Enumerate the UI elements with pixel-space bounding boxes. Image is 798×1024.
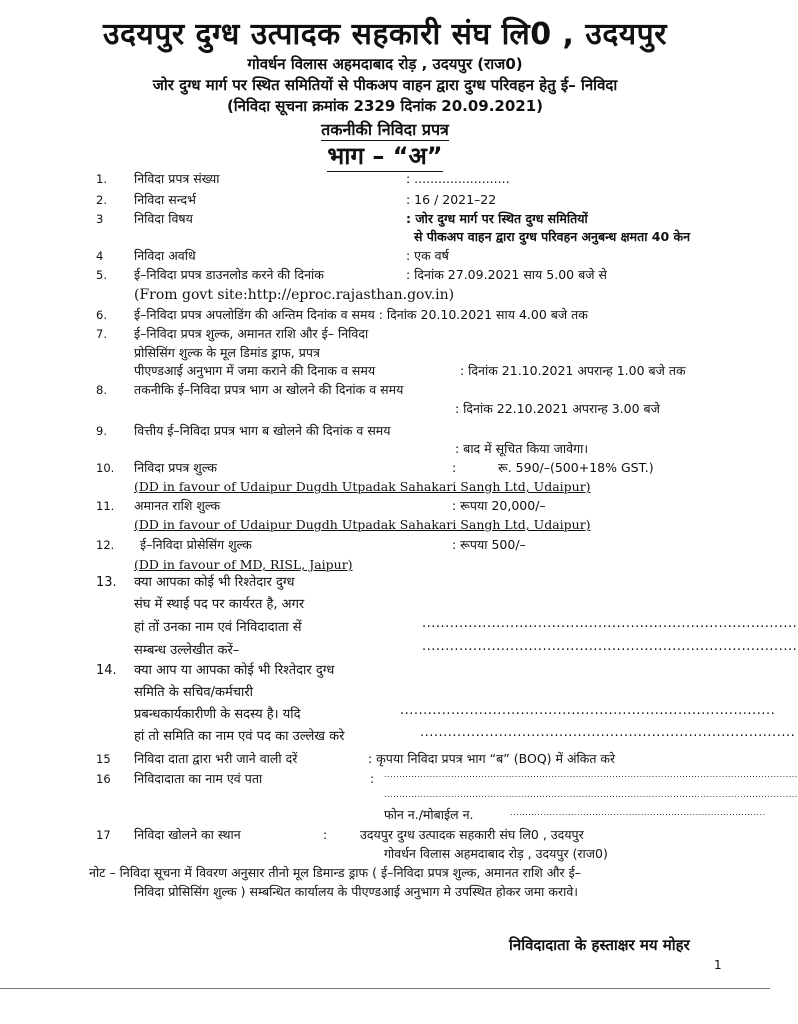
item-number: 17: [96, 828, 111, 842]
item-14-label-line-3: प्रबन्धकार्यकारीणी के सदस्य है। यदि: [134, 707, 301, 722]
item-16-answer-line-1[interactable]: ........................................................................................................................................: [384, 770, 798, 779]
document-title: उदयपुर दुग्ध उत्पादक सहकारी संघ लि0 , उदयपुर: [103, 17, 667, 52]
item-13-label-line-3: हां तों उनका नाम एवं निविदादाता सें: [134, 620, 302, 635]
item-label: निविदा सन्दर्भ: [134, 192, 196, 207]
item-label: निविदा प्रपत्र संख्या: [134, 171, 220, 186]
item-label: ई–निविदा प्रपत्र अपलोडिंग की अन्तिम दिनांक व समय : दिनांक 20.10.2021 साय 4.00 बजे तक: [134, 307, 588, 322]
item-value: : कृपया निविदा प्रपत्र भाग “ब” (BOQ) में अंकित करे: [368, 751, 616, 766]
item-17-value-address: गोवर्धन विलास अहमदाबाद रोड़ , उदयपुर (राज0): [384, 846, 608, 861]
item-13-label-line-2: संघ में स्थाई पद पर कार्यरत है, अगर: [134, 597, 305, 612]
item-12-dd-note: (DD in favour of MD, RISL, Jaipur): [134, 557, 353, 572]
item-5-website-note: (From govt site:http://eproc.rajasthan.gov.in): [134, 287, 455, 303]
item-label: निविदा खोलने का स्थान: [134, 827, 241, 842]
item-7-value: : दिनांक 21.10.2021 अपरान्ह 1.00 बजे तक: [460, 363, 686, 378]
item-label: अमानत राशि शुल्क: [134, 498, 221, 513]
item-label: क्या आपका कोई भी रिश्तेदार दुग्ध: [134, 575, 295, 590]
item-number: 1.: [96, 172, 107, 186]
page-bottom-divider: [0, 988, 770, 989]
item-value: : रूपया 500/–: [452, 537, 526, 552]
tender-notice-number: (निविदा सूचना क्रमांक 2329 दिनांक 20.09.2021): [226, 97, 544, 115]
item-14-answer-line-2[interactable]: .................................................................................: [420, 725, 796, 740]
signature-label: निविदादाता के हस्ताक्षर मय मोहर: [509, 936, 690, 954]
item-number: 4: [96, 249, 104, 263]
item-value: : ........................: [406, 171, 510, 186]
item-number: 10.: [96, 461, 115, 475]
item-number: 9.: [96, 424, 107, 438]
page-number: 1: [714, 958, 722, 972]
item-number: 12.: [96, 538, 115, 552]
item-13-answer-line-1[interactable]: .................................................................................: [422, 616, 798, 631]
item-number: 3: [96, 212, 104, 226]
item-label: निविदादाता का नाम एवं पता: [134, 771, 263, 786]
item-16-phone-answer[interactable]: ....................................................................................: [510, 808, 766, 817]
item-number: 8.: [96, 383, 107, 397]
item-7-label-line-3: पीएण्डआई अनुभाग में जमा कराने की दिनाक व समय: [134, 363, 376, 378]
item-label: निविदा दाता द्वारा भरी जाने वाली दरें: [134, 751, 298, 766]
item-number: 5.: [96, 268, 107, 282]
item-number: 2.: [96, 193, 107, 207]
item-number: 15: [96, 752, 111, 766]
item-14-answer-line-1[interactable]: .................................................................................: [400, 703, 776, 718]
item-3-value-continued: से पीकअप वाहन द्वारा दुग्ध परिवहन अनुबन्ध क्षमता 40 केन: [414, 229, 691, 244]
item-value: : एक वर्ष: [406, 248, 449, 263]
item-number: 16: [96, 772, 111, 786]
part-heading: [0, 139, 770, 172]
item-value-place: उदयपुर दुग्ध उत्पादक सहकारी संघ लि0 , उदयपुर: [360, 827, 584, 842]
part-heading-text: भाग – “अ”: [327, 142, 443, 170]
note-line-2: निविदा प्रोसिसिंग शुल्क ) सम्बन्धित कार्यालय के पीएण्डआई अनुभाग मे उपस्थित होकर जमा करावे।: [134, 884, 579, 899]
item-value: : 16 / 2021–22: [406, 192, 497, 207]
item-label: निविदा प्रपत्र शुल्क: [134, 460, 218, 475]
item-number: 13.: [96, 575, 117, 590]
item-value-amount: रू. 590/–(500+18% GST.): [498, 460, 654, 475]
item-14-label-line-4: हां तो समिति का नाम एवं पद का उल्लेख करे: [134, 729, 345, 744]
item-number: 6.: [96, 308, 107, 322]
item-7-label-line-2: प्रोसिसिंग शुल्क के मूल डिमांड ड्राफ, प्रपत्र: [134, 345, 320, 360]
item-13-label-line-4: सम्बन्ध उल्लेखीत करें–: [134, 643, 240, 658]
item-14-label-line-2: समिति के सचिव/कर्मचारी: [134, 685, 254, 700]
item-number: 7.: [96, 327, 107, 341]
item-11-dd-note: (DD in favour of Udaipur Dugdh Utpadak Sahakari Sangh Ltd, Udaipur): [134, 517, 591, 532]
item-number: 11.: [96, 499, 115, 513]
item-16-phone-label: फोन न./मोबाईल न.: [384, 807, 474, 822]
item-label: ई–निविदा प्रोसेसिंग शुल्क: [140, 537, 252, 552]
note-line-1: नोट – निविदा सूचना में विवरण अनुसार तीनो मूल डिमान्ड ड्राफ ( ई–निविदा प्रपत्र शुल्क, अमानत राशि और ई–: [89, 865, 581, 880]
item-label: निविदा विषय: [134, 211, 193, 226]
item-9-value: : बाद में सूचित किया जावेगा।: [455, 441, 589, 456]
item-8-value: : दिनांक 22.10.2021 अपरान्ह 3.00 बजे: [455, 401, 660, 416]
item-value: :: [452, 460, 457, 475]
item-label: ई–निविदा प्रपत्र डाउनलोड करने की दिनांक: [134, 267, 324, 282]
tender-subject-heading: जोर दुग्ध मार्ग पर स्थित समितियों से पीकअप वाहन द्वारा दुग्ध परिवहन हेतु ई– निविदा: [152, 76, 618, 94]
item-13-answer-line-2[interactable]: .................................................................................: [422, 639, 798, 654]
item-label: वित्तीय ई–निविदा प्रपत्र भाग ब खोलने की दिनांक व समय: [134, 423, 391, 438]
item-value: :: [323, 827, 328, 842]
item-value: : जोर दुग्ध मार्ग पर स्थित दुग्ध समितियों: [406, 211, 588, 226]
document-type-heading: [0, 118, 770, 140]
item-value: : रूपया 20,000/–: [452, 498, 546, 513]
item-label: क्या आप या आपका कोई भी रिश्तेदार दुग्ध: [134, 663, 335, 678]
item-10-dd-note: (DD in favour of Udaipur Dugdh Utpadak Sahakari Sangh Ltd, Udaipur): [134, 479, 591, 494]
item-label: तकनीकि ई–निविदा प्रपत्र भाग अ खोलने की दिनांक व समय: [134, 382, 404, 397]
item-value: :: [370, 771, 375, 786]
document-type-text: तकनीकी निविदा प्रपत्र: [321, 120, 449, 139]
organization-address: गोवर्धन विलास अहमदाबाद रोड़ , उदयपुर (राज0): [247, 55, 523, 73]
item-label: निविदा अवधि: [134, 248, 196, 263]
item-number: 14.: [96, 663, 117, 678]
item-16-answer-line-2[interactable]: ........................................................................................................................................: [384, 790, 798, 799]
item-value: : दिनांक 27.09.2021 साय 5.00 बजे से: [406, 267, 607, 282]
item-label: ई–निविदा प्रपत्र शुल्क, अमानत राशि और ई– निविदा: [134, 326, 369, 341]
